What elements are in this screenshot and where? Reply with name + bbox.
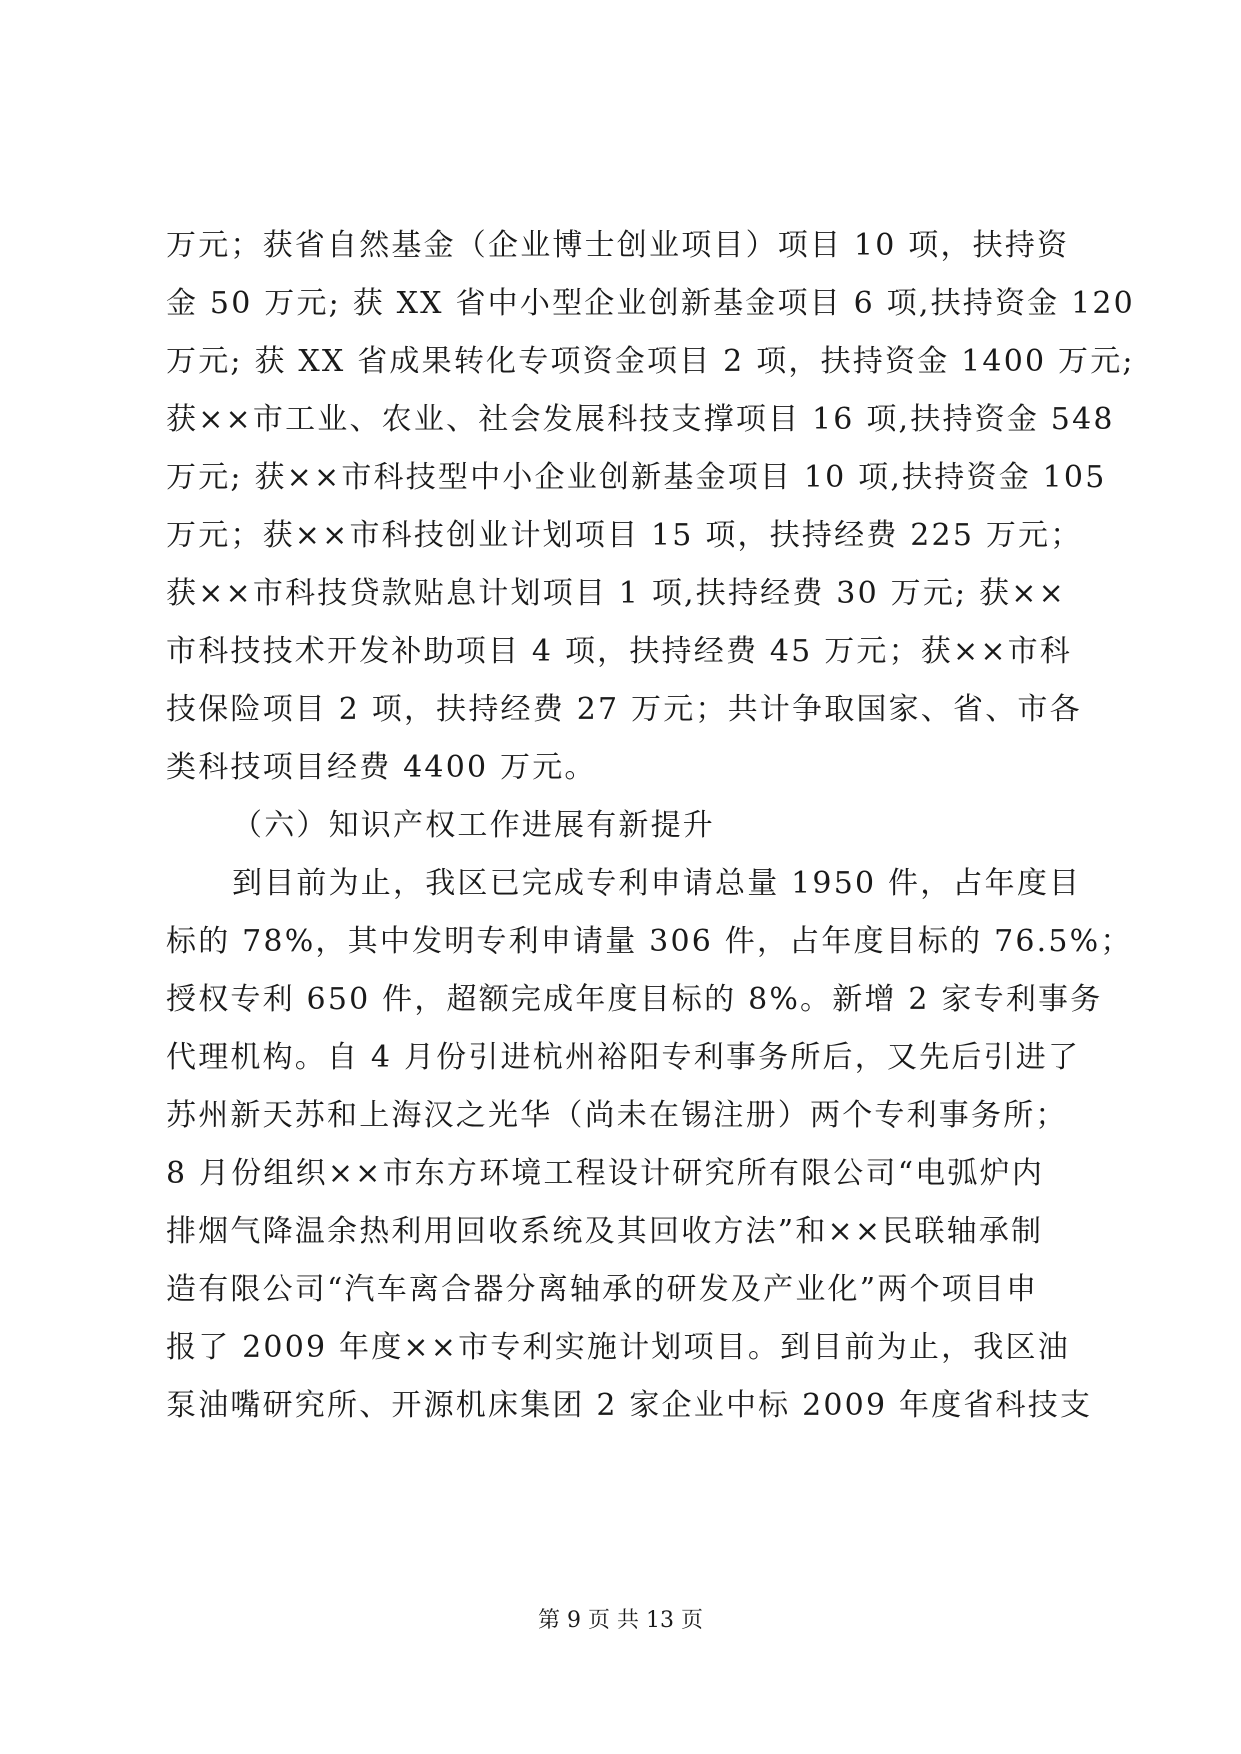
body-text-line: 代理机构。自 4 月份引进杭州裕阳专利事务所后，又先后引进了 (166, 1040, 1081, 1075)
body-text-line: 市科技技术开发补助项目 4 项，扶持经费 45 万元；获××市科 (166, 634, 1073, 669)
body-text-line: 标的 78%，其中发明专利申请量 306 件，占年度目标的 76.5%； (166, 924, 1133, 959)
body-text-line: 造有限公司“汽车离合器分离轴承的研发及产业化”两个项目申 (166, 1272, 1039, 1307)
body-text-line: 8 月份组织××市东方环境工程设计研究所有限公司“电弧炉内 (166, 1156, 1045, 1191)
section-heading: （六）知识产权工作进展有新提升 (232, 808, 715, 843)
body-text-line: 技保险项目 2 项，扶持经费 27 万元；共计争取国家、省、市各 (166, 692, 1082, 727)
body-text-line: 泵油嘴研究所、开源机床集团 2 家企业中标 2009 年度省科技支 (166, 1388, 1093, 1423)
body-text-line: 万元; 获 XX 省成果转化专项资金项目 2 项，扶持资金 1400 万元; (166, 344, 1135, 379)
body-text-line: 苏州新天苏和上海汉之光华（尚未在锡注册）两个专利事务所； (166, 1098, 1068, 1133)
body-text-line: 获××市工业、农业、社会发展科技支撑项目 16 项,扶持资金 548 (166, 402, 1115, 437)
body-text-line: 万元；获省自然基金（企业博士创业项目）项目 10 项，扶持资 (166, 228, 1070, 263)
body-text-line: 万元; 获××市科技型中小企业创新基金项目 10 项,扶持资金 105 (166, 460, 1107, 495)
body-text-line: 万元；获××市科技创业计划项目 15 项，扶持经费 225 万元； (166, 518, 1083, 553)
body-text-line: 排烟气降温余热利用回收系统及其回收方法”和××民联轴承制 (166, 1214, 1044, 1249)
page-number-footer: 第 9 页 共 13 页 (538, 1608, 703, 1633)
body-text-line: 授权专利 650 件，超额完成年度目标的 8%。新增 2 家专利事务 (166, 982, 1103, 1017)
body-text-line: 金 50 万元; 获 XX 省中小型企业创新基金项目 6 项,扶持资金 120 (166, 286, 1135, 321)
paragraph-first-line: 到目前为止，我区已完成专利申请总量 1950 件，占年度目 (232, 866, 1082, 901)
body-text-line: 类科技项目经费 4400 万元。 (166, 750, 597, 785)
body-text-line: 获××市科技贷款贴息计划项目 1 项,扶持经费 30 万元; 获×× (166, 576, 1066, 611)
body-text-line: 报了 2009 年度××市专利实施计划项目。到目前为止，我区油 (166, 1330, 1070, 1365)
